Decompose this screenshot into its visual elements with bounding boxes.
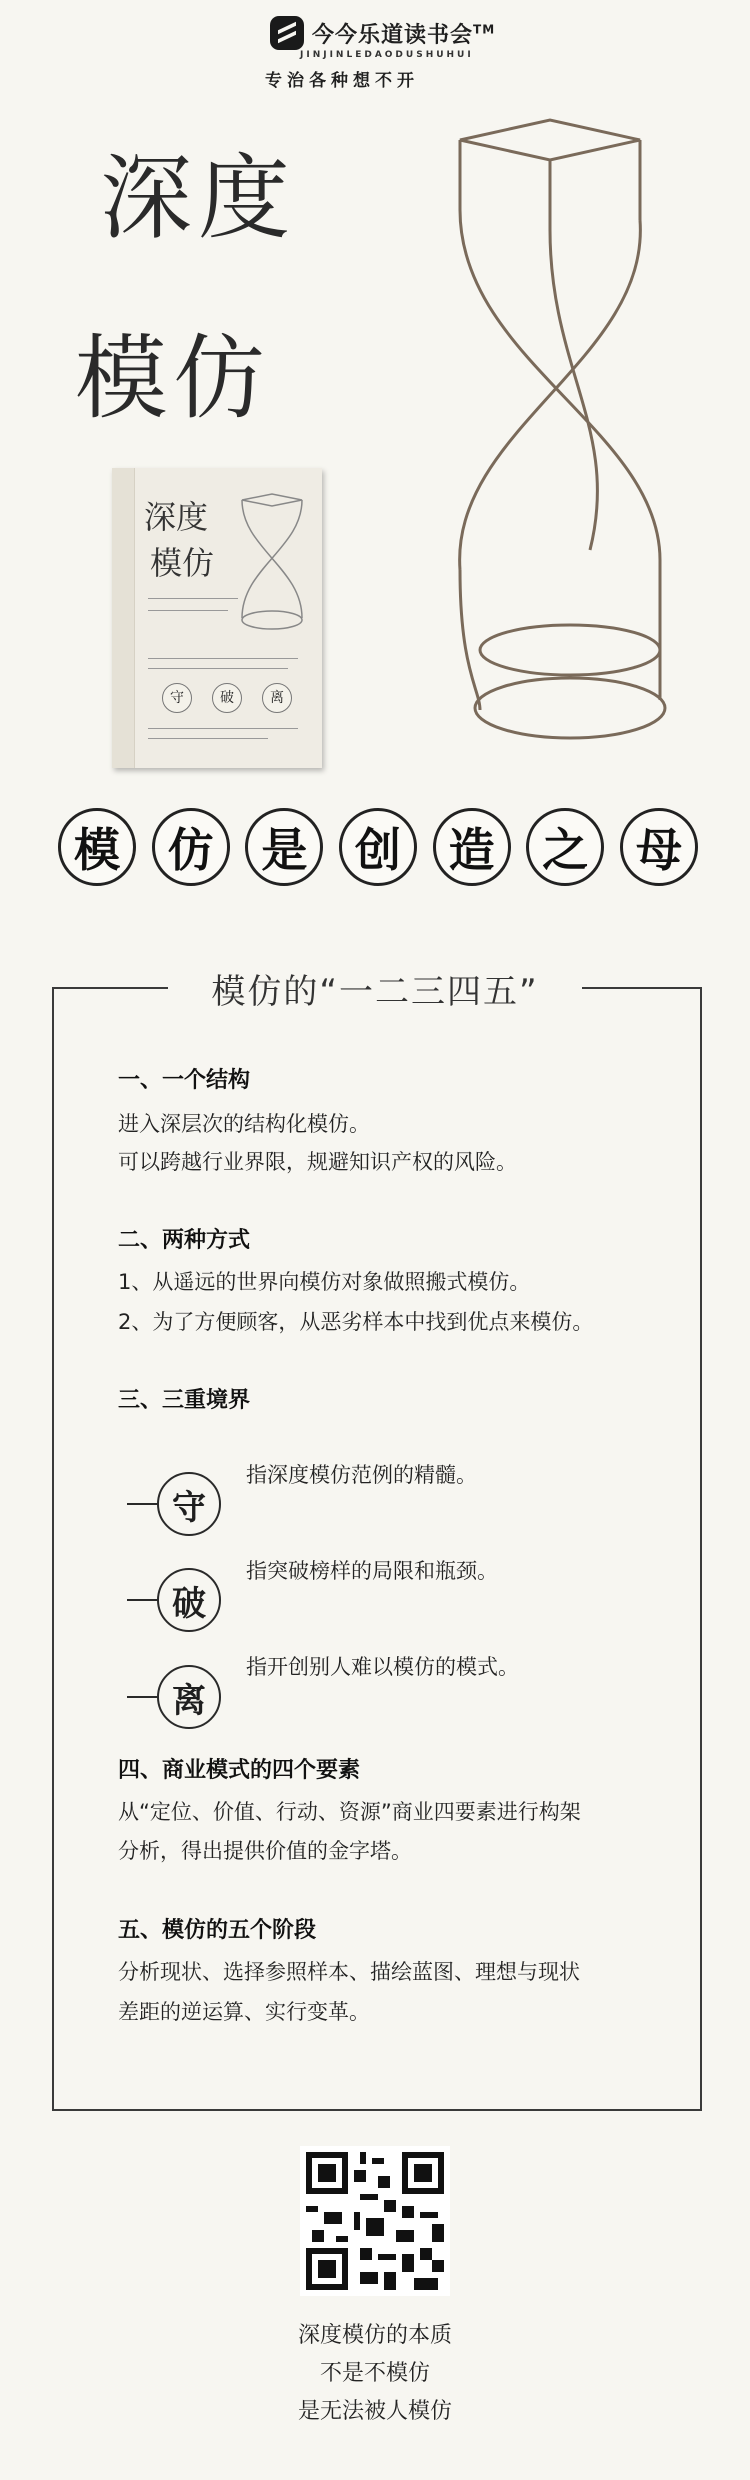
motto-char: 创 [339, 808, 417, 886]
section-text: 1、从遥远的世界向模仿对象做照搬式模仿。 [118, 1270, 531, 1294]
stage-row [127, 1665, 221, 1729]
stage-row [127, 1472, 221, 1536]
motto-char: 之 [526, 808, 604, 886]
book-rule [148, 598, 238, 599]
footer-line: 是无法被人模仿 [297, 2399, 452, 2424]
hero-title-line2: 模仿 [75, 325, 272, 432]
book-title-line2: 模仿 [150, 544, 215, 582]
section-text: 可以跨越行业界限，规避知识产权的风险。 [118, 1150, 517, 1174]
qr-code-icon[interactable] [300, 2146, 450, 2296]
brand-logo [270, 16, 495, 50]
brand-slogan: 专治各种想不开 [265, 71, 419, 91]
cube-logo-icon [270, 16, 304, 50]
footer-line: 不是不模仿 [319, 2361, 430, 2386]
motto-char: 造 [433, 808, 511, 886]
stage-text: 指开创别人难以模仿的模式。 [246, 1655, 519, 1679]
book-cover [112, 468, 322, 768]
section-text: 分析现状、选择参照样本、描绘蓝图、理想与现状 [118, 1960, 580, 1984]
motto-row [58, 808, 698, 886]
book-rule [148, 610, 228, 611]
book-title-line1: 深度 [144, 498, 209, 536]
book-rule [148, 738, 268, 739]
motto-char: 仿 [152, 808, 230, 886]
book-spine [112, 468, 135, 768]
brand-name: 今今乐道读书会™ [312, 22, 496, 48]
stage-char: 离 [157, 1665, 221, 1729]
hero-title-line1: 深度 [100, 145, 297, 252]
motto-char: 是 [245, 808, 323, 886]
book-prism-icon [232, 488, 312, 638]
book-rule [148, 668, 288, 669]
stage-char: 破 [157, 1568, 221, 1632]
section-text: 分析，得出提供价值的金字塔。 [118, 1839, 412, 1863]
book-rule [148, 728, 298, 729]
brand-pinyin: JINJINLEDAODUSHUHUI [300, 50, 474, 60]
footer-line: 深度模仿的本质 [297, 2323, 452, 2348]
stage-text: 指深度模仿范例的精髓。 [246, 1463, 477, 1487]
book-rule [148, 658, 298, 659]
section-text: 从“定位、价值、行动、资源”商业四要素进行构架 [118, 1800, 581, 1824]
twisted-prism-icon [440, 100, 700, 760]
section-text: 2、为了方便顾客，从恶劣样本中找到优点来模仿。 [118, 1310, 594, 1334]
stage-char: 守 [157, 1472, 221, 1536]
motto-char: 母 [620, 808, 698, 886]
section-heading: 一、一个结构 [118, 1068, 251, 1093]
section-heading: 三、三重境界 [118, 1388, 251, 1413]
section-heading: 五、模仿的五个阶段 [118, 1918, 317, 1943]
book-badge: 守 [162, 683, 192, 713]
motto-char: 模 [58, 808, 136, 886]
frame-title: 模仿的“一二三四五” [211, 972, 539, 1012]
stage-row [127, 1568, 221, 1632]
section-text: 进入深层次的结构化模仿。 [118, 1112, 370, 1136]
stage-text: 指突破榜样的局限和瓶颈。 [246, 1559, 498, 1583]
book-badge: 破 [212, 683, 242, 713]
section-heading: 二、两种方式 [118, 1228, 251, 1253]
book-badge: 离 [262, 683, 292, 713]
section-text: 差距的逆运算、实行变革。 [118, 2000, 370, 2024]
section-heading: 四、商业模式的四个要素 [118, 1758, 361, 1783]
